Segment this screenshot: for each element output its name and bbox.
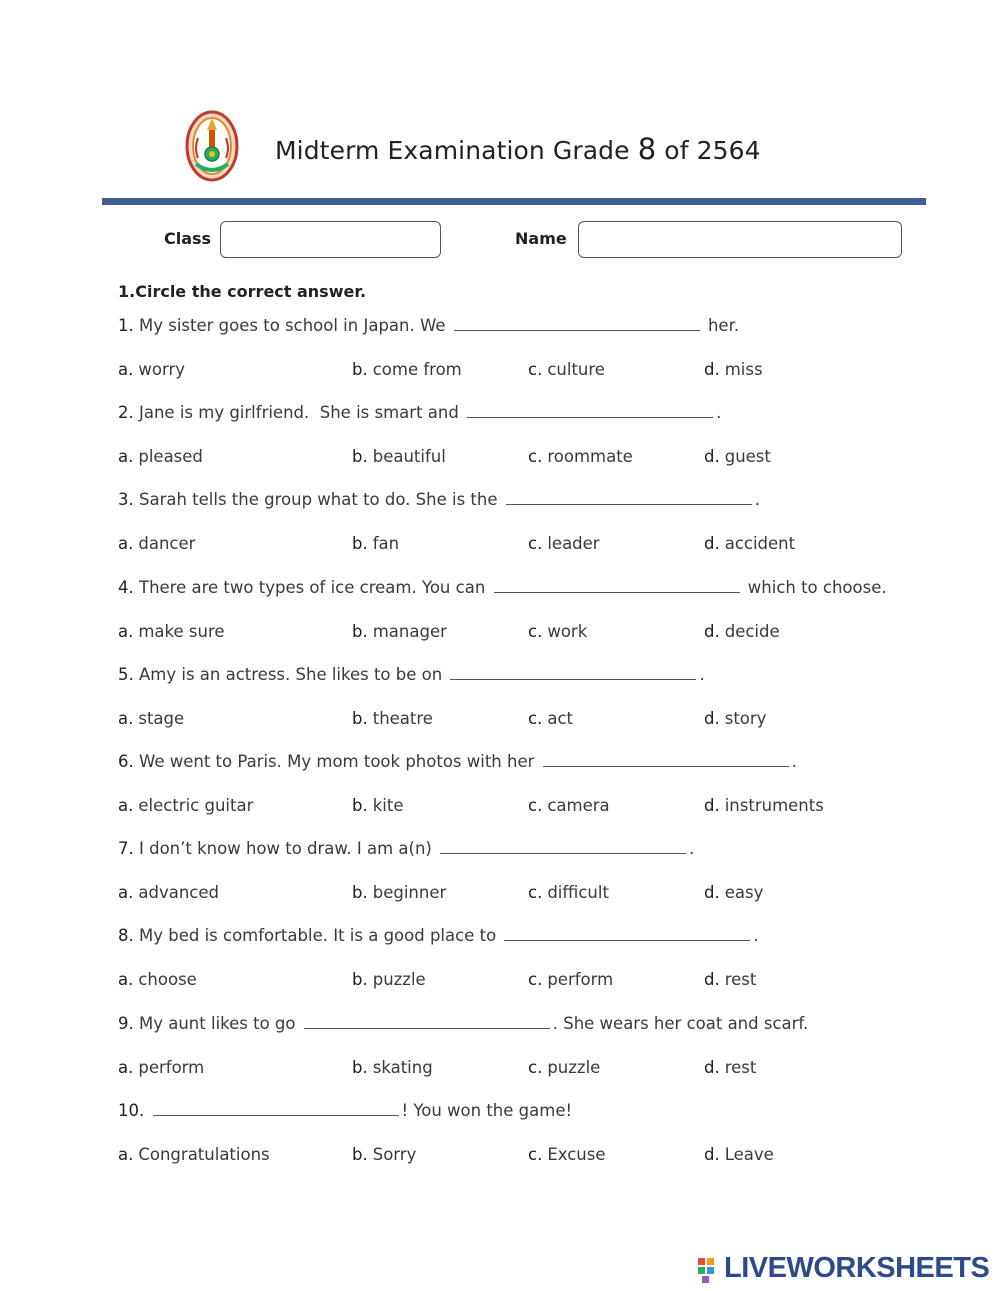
answer-option[interactable] xyxy=(352,447,446,466)
question-item xyxy=(118,403,721,422)
answer-option[interactable] xyxy=(352,1058,433,1077)
question-text: . She wears her coat and scarf. xyxy=(552,1013,809,1033)
option-text: act xyxy=(547,708,573,728)
answer-option[interactable] xyxy=(528,622,587,641)
option-text: kite xyxy=(372,796,404,815)
question-text: which to choose. xyxy=(742,577,887,597)
option-letter: a. xyxy=(118,534,134,554)
answer-option[interactable] xyxy=(118,622,225,641)
option-letter: c. xyxy=(528,1057,543,1077)
option-letter: c. xyxy=(528,1144,543,1164)
option-letter: b. xyxy=(352,360,368,379)
option-letter: a. xyxy=(118,447,134,467)
question-text: There are two types of ice cream. You can xyxy=(133,577,491,597)
option-letter: b. xyxy=(352,1057,368,1077)
option-letter: d. xyxy=(704,447,720,467)
option-letter: c. xyxy=(528,708,543,728)
exam-title: Midterm Examination Grade 8 of 2564 xyxy=(275,132,761,166)
option-text: beautiful xyxy=(372,447,446,467)
question-item xyxy=(118,926,759,945)
answer-option[interactable] xyxy=(352,796,403,815)
question-text: . xyxy=(754,490,760,510)
question-text: . xyxy=(689,839,695,859)
option-text: theatre xyxy=(372,708,433,728)
question-number: 5. xyxy=(118,664,134,684)
answer-blank xyxy=(450,665,696,680)
option-text: instruments xyxy=(724,796,824,815)
answer-blank xyxy=(494,578,740,593)
answer-option[interactable] xyxy=(118,709,184,728)
question-text: My bed is comfortable. It is a good place to xyxy=(133,926,502,946)
option-text: worry xyxy=(138,360,185,379)
option-letter: b. xyxy=(352,1144,368,1164)
option-letter: a. xyxy=(118,708,134,728)
option-text: difficult xyxy=(547,883,609,903)
question-text: Amy is an actress. She likes to be on xyxy=(133,664,448,684)
option-letter: d. xyxy=(704,360,720,379)
question-text: ! You won the game! xyxy=(401,1100,573,1120)
answer-blank xyxy=(506,490,752,505)
option-letter: c. xyxy=(528,796,543,815)
question-item xyxy=(118,490,760,509)
option-letter: b. xyxy=(352,534,368,554)
question-text: Jane is my girlfriend. She is smart and xyxy=(133,403,465,423)
option-text: fan xyxy=(372,534,400,554)
school-emblem-logo xyxy=(184,108,240,182)
option-letter: b. xyxy=(352,883,368,903)
question-text: We went to Paris. My mom took photos with her xyxy=(133,752,540,771)
option-text: skating xyxy=(372,1057,433,1077)
option-letter: c. xyxy=(528,447,543,467)
answer-option[interactable] xyxy=(352,360,462,379)
question-text: My sister goes to school in Japan. We xyxy=(133,316,451,335)
answer-option[interactable] xyxy=(704,1058,756,1077)
question-item xyxy=(118,839,694,858)
option-letter: b. xyxy=(352,970,368,990)
option-letter: c. xyxy=(528,970,543,990)
question-number: 3. xyxy=(118,490,134,510)
class-input[interactable] xyxy=(220,221,441,258)
option-letter: d. xyxy=(704,883,720,903)
question-number: 8. xyxy=(118,926,134,946)
option-text: advanced xyxy=(138,883,219,903)
option-letter: a. xyxy=(118,360,134,379)
option-letter: b. xyxy=(352,621,368,641)
option-text: make sure xyxy=(138,621,225,641)
brand-square-icon xyxy=(707,1258,714,1265)
option-letter: b. xyxy=(352,447,368,467)
option-letter: c. xyxy=(528,621,543,641)
question-text: . xyxy=(753,926,759,946)
option-text: puzzle xyxy=(547,1057,601,1077)
answer-option[interactable] xyxy=(704,1145,774,1164)
question-text: . xyxy=(791,752,797,771)
question-text: her. xyxy=(702,316,740,335)
answer-option[interactable] xyxy=(528,360,605,379)
answer-option[interactable] xyxy=(528,1145,606,1164)
option-text: Leave xyxy=(724,1144,774,1164)
brand-square-icon xyxy=(698,1258,705,1265)
option-text: manager xyxy=(372,621,447,641)
option-text: rest xyxy=(724,1057,757,1077)
answer-option[interactable] xyxy=(118,534,195,553)
answer-option[interactable] xyxy=(118,447,203,466)
option-letter: a. xyxy=(118,1057,134,1077)
option-text: decide xyxy=(724,621,780,641)
answer-option[interactable] xyxy=(118,970,197,989)
option-letter: a. xyxy=(118,796,134,815)
option-letter: c. xyxy=(528,883,543,903)
question-text: Sarah tells the group what to do. She is the xyxy=(133,490,503,510)
option-text: easy xyxy=(724,883,764,903)
question-item xyxy=(118,1101,572,1120)
option-text: Congratulations xyxy=(138,1144,270,1164)
option-text: guest xyxy=(724,447,771,467)
option-text: Sorry xyxy=(372,1144,417,1164)
option-text: electric guitar xyxy=(138,796,254,815)
answer-blank xyxy=(543,752,789,767)
option-letter: d. xyxy=(704,970,720,990)
option-text: beginner xyxy=(372,883,447,903)
answer-option[interactable] xyxy=(352,709,433,728)
question-item xyxy=(118,316,739,335)
option-text: roommate xyxy=(547,447,633,467)
question-number: 10. xyxy=(118,1100,145,1120)
option-letter: d. xyxy=(704,621,720,641)
option-text: perform xyxy=(138,1057,205,1077)
question-text: . xyxy=(699,664,705,684)
answer-blank xyxy=(153,1101,399,1116)
option-letter: d. xyxy=(704,708,720,728)
option-letter: d. xyxy=(704,534,720,554)
answer-option[interactable] xyxy=(528,534,600,553)
option-letter: b. xyxy=(352,708,368,728)
answer-option[interactable] xyxy=(528,1058,600,1077)
class-label: Class xyxy=(164,229,212,248)
option-letter: d. xyxy=(704,1057,720,1077)
option-letter: c. xyxy=(528,534,543,554)
answer-blank xyxy=(504,926,750,941)
answer-option[interactable] xyxy=(118,360,185,379)
answer-option[interactable] xyxy=(704,883,763,902)
option-text: story xyxy=(724,708,767,728)
option-text: stage xyxy=(138,708,185,728)
brand-square-icon xyxy=(698,1267,705,1274)
answer-option[interactable] xyxy=(704,796,824,815)
option-text: puzzle xyxy=(372,970,426,990)
option-text: work xyxy=(547,621,588,641)
question-item xyxy=(118,752,797,771)
option-text: leader xyxy=(547,534,600,554)
answer-option[interactable] xyxy=(528,796,610,815)
question-text xyxy=(144,1101,149,1120)
answer-option[interactable] xyxy=(352,534,399,553)
liveworksheets-brand xyxy=(696,1252,996,1288)
answer-option[interactable] xyxy=(528,970,613,989)
answer-option[interactable] xyxy=(704,534,795,553)
answer-option[interactable] xyxy=(352,970,426,989)
name-label: Name xyxy=(515,229,567,248)
answer-blank xyxy=(440,839,686,854)
name-input[interactable] xyxy=(578,221,902,258)
answer-option[interactable] xyxy=(118,883,219,902)
option-text: rest xyxy=(724,970,757,990)
option-text: camera xyxy=(547,796,610,815)
answer-option[interactable] xyxy=(118,1145,270,1164)
option-letter: a. xyxy=(118,970,134,990)
answer-blank xyxy=(304,1014,550,1029)
header-divider xyxy=(102,198,926,205)
answer-option[interactable] xyxy=(528,709,573,728)
option-letter: a. xyxy=(118,1144,134,1164)
question-text: I don’t know how to draw. I am a(n) xyxy=(133,839,438,859)
answer-option[interactable] xyxy=(352,622,447,641)
brand-square-icon xyxy=(707,1267,714,1274)
answer-option[interactable] xyxy=(528,883,609,902)
brand-text: LIVEWORKSHEETS xyxy=(724,1252,990,1284)
question-text: My aunt likes to go xyxy=(133,1013,301,1033)
question-number: 9. xyxy=(118,1013,134,1033)
option-text: accident xyxy=(724,534,796,554)
answer-option[interactable] xyxy=(704,709,766,728)
option-text: choose xyxy=(138,970,197,990)
question-number: 4. xyxy=(118,577,134,597)
question-item xyxy=(118,578,887,597)
option-text: come from xyxy=(372,360,462,379)
option-letter: d. xyxy=(704,1144,720,1164)
question-number: 7. xyxy=(118,839,134,859)
option-letter: a. xyxy=(118,621,134,641)
option-letter: d. xyxy=(704,796,720,815)
question-item xyxy=(118,1014,808,1033)
answer-option[interactable] xyxy=(704,447,771,466)
option-text: culture xyxy=(547,360,605,379)
section-heading: 1.Circle the correct answer. xyxy=(118,282,367,301)
answer-option[interactable] xyxy=(704,622,780,641)
question-number: 2. xyxy=(118,403,134,423)
answer-blank xyxy=(467,403,713,418)
brand-square-icon xyxy=(702,1276,709,1283)
answer-option[interactable] xyxy=(704,970,756,989)
answer-option[interactable] xyxy=(704,360,763,379)
option-text: miss xyxy=(724,360,763,379)
answer-option[interactable] xyxy=(352,883,446,902)
option-text: Excuse xyxy=(547,1144,606,1164)
option-text: perform xyxy=(547,970,614,990)
option-text: dancer xyxy=(138,534,196,554)
question-item xyxy=(118,665,705,684)
answer-option[interactable] xyxy=(528,447,633,466)
question-number: 1. xyxy=(118,316,134,335)
answer-blank xyxy=(454,316,700,331)
option-letter: c. xyxy=(528,360,543,379)
question-number: 6. xyxy=(118,752,134,771)
answer-option[interactable] xyxy=(118,796,253,815)
option-letter: a. xyxy=(118,883,134,903)
option-letter: b. xyxy=(352,796,368,815)
answer-option[interactable] xyxy=(118,1058,204,1077)
question-text: . xyxy=(716,403,722,423)
option-text: pleased xyxy=(138,447,203,467)
answer-option[interactable] xyxy=(352,1145,416,1164)
